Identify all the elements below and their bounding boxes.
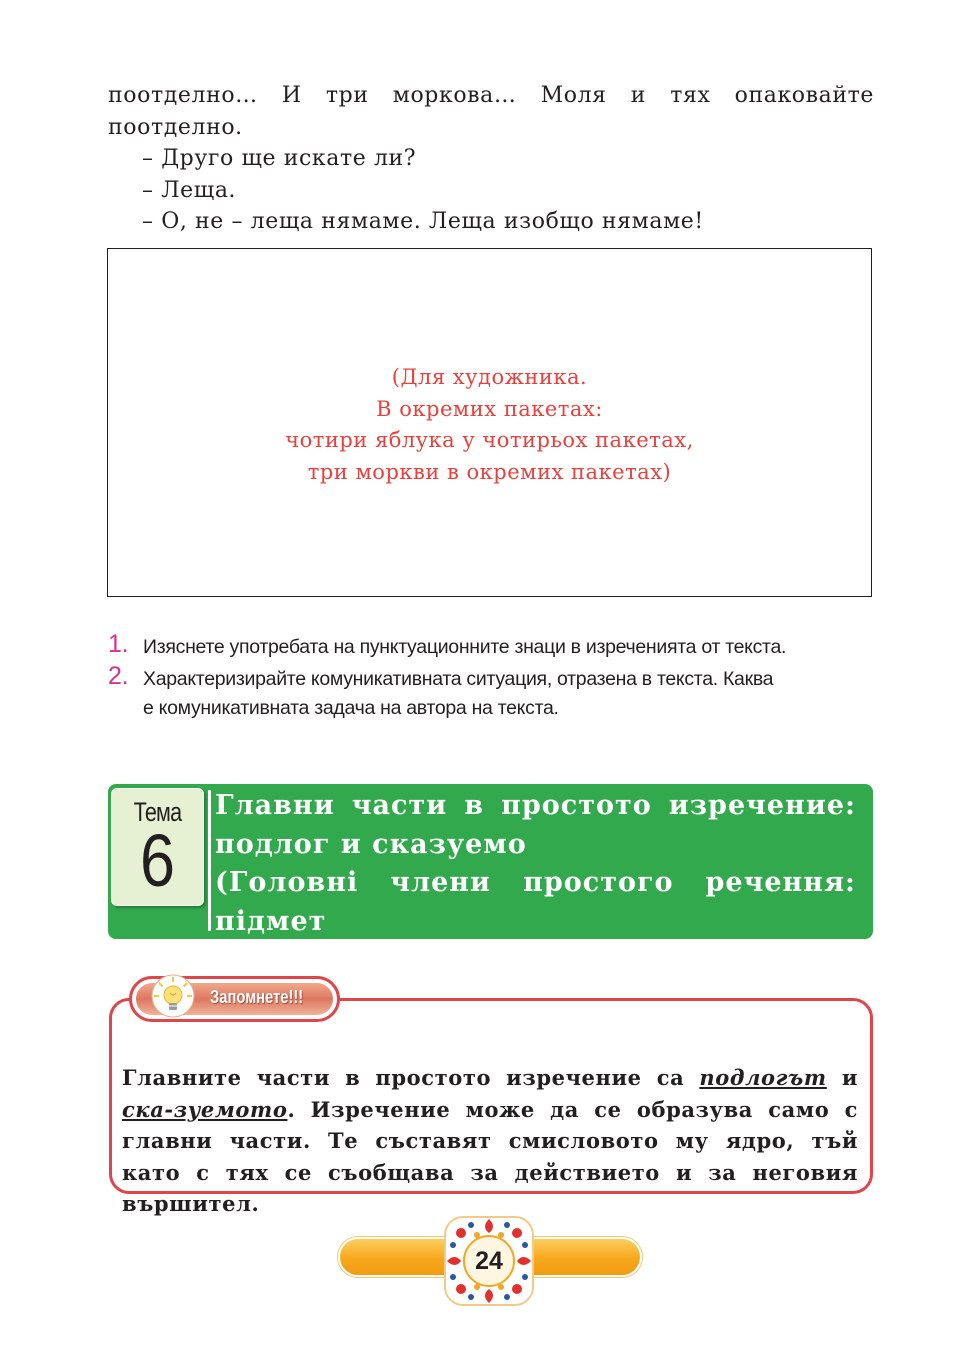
theme-divider [208, 790, 211, 931]
illustration-note-line: (Для художника. [391, 365, 588, 389]
theme-title-line: і присудок) [215, 944, 407, 975]
page-number: 24 [475, 1247, 503, 1275]
question-text: Изяснете употребата на пунктуационните знаци в изреченията от текста. [143, 636, 787, 658]
dialogue-line: – О, не – леща нямаме. Леща изобщо нямаме! [142, 209, 704, 234]
term-predicate: ска-зуемото [122, 1096, 288, 1122]
illustration-note-line: В окремих пакетах: [376, 396, 603, 421]
question-text: Характеризирайте комуникативната ситуация, отразена в текста. Каква [143, 668, 774, 690]
question-1 [108, 630, 876, 662]
story-line: поотделно. [108, 114, 243, 140]
theme-title-line: Главни части в простото изречение: [215, 790, 856, 821]
remember-badge [129, 976, 340, 1022]
remember-text-part: и [826, 1065, 859, 1090]
dialogue-line: – Леща. [142, 177, 237, 203]
theme-title-line: подлог и сказуемо [215, 828, 527, 860]
theme-title-line: (Головні члени простого речення: підмет [215, 867, 856, 937]
remember-label: Запомнете!!! [210, 987, 304, 1007]
theme-number: 6 [140, 819, 175, 902]
theme-title [215, 787, 856, 980]
question-number: 1. [108, 630, 129, 658]
story-text [108, 80, 874, 238]
question-text: е комуникативната задача на автора на текста. [143, 697, 559, 719]
lightbulb-icon [148, 972, 198, 1022]
illustration-note [108, 362, 871, 488]
story-line: поотделно… И три моркова… Моля и тях опаковайте [108, 83, 874, 108]
theme-banner [108, 784, 873, 975]
theme-number-tab [111, 788, 204, 906]
remember-text [122, 1062, 858, 1220]
remember-text-part: Главните части в простото изречение са [122, 1065, 700, 1090]
illustration-placeholder [107, 248, 872, 597]
question-2 [108, 662, 876, 723]
dialogue-line: – Друго ще искате ли? [142, 146, 417, 171]
illustration-note-line: чотири яблука у чотирьох пакетах, [285, 428, 694, 452]
theme-label: Тема [133, 797, 182, 827]
illustration-note-line: три моркви в окремих пакетах) [307, 459, 672, 484]
remember-text-part: . Изречение може да се образува само с главни части. Те съставят смисловото му ядро, тъй като с тях се съобщава за действието и за неговия вършител. [122, 1096, 858, 1216]
question-number: 2. [108, 662, 129, 690]
term-subject: подлогът [699, 1065, 827, 1090]
